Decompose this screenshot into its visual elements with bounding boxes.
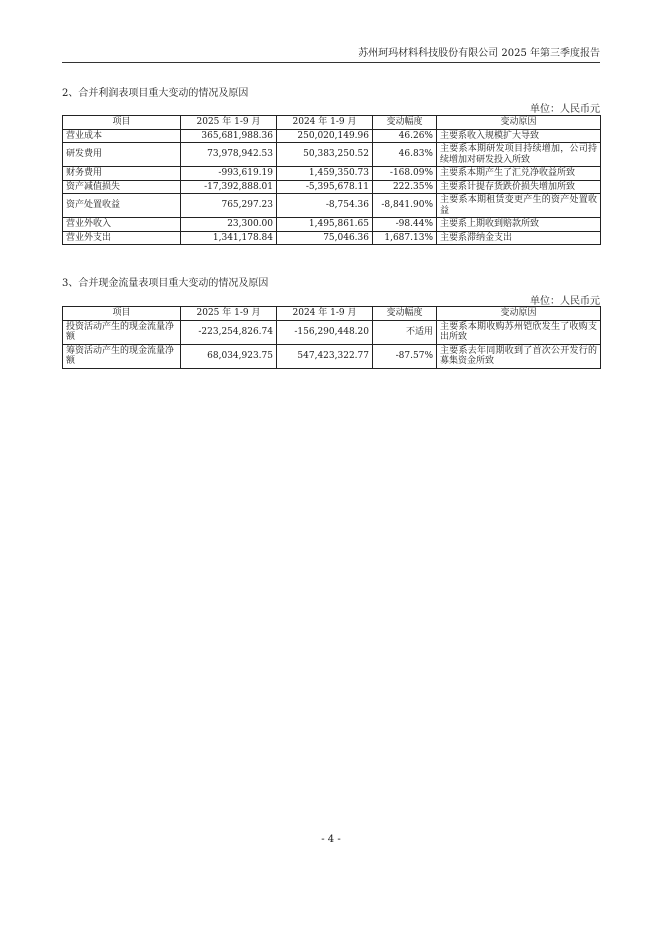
table-row (63, 180, 601, 194)
row-current-value-cell: -993,619.19 (181, 167, 277, 181)
row-prior-value-cell: 50,383,250.52 (277, 143, 373, 167)
column-header: 2024 年 1-9 月 (277, 307, 373, 321)
column-header: 变动原因 (437, 307, 601, 321)
income-unit: 单位：人民币元 (530, 104, 600, 115)
row-item-cell: 投资活动产生的现金流量净额 (63, 320, 181, 344)
table-header-row (63, 307, 601, 321)
table-header-row (63, 116, 601, 130)
row-change-cell: -98.44% (373, 218, 437, 232)
page-number: - 4 - (321, 834, 341, 845)
row-current-value-cell: 73,978,942.53 (181, 143, 277, 167)
column-header: 项目 (63, 116, 181, 130)
row-prior-value-cell: 1,459,350.73 (277, 167, 373, 181)
row-current-value-cell: 1,341,178.84 (181, 231, 277, 245)
row-reason-cell: 主要系滞纳金支出 (437, 231, 601, 245)
table-row (63, 344, 601, 368)
table-row (63, 129, 601, 143)
row-item-cell: 资产减值损失 (63, 180, 181, 194)
table-row (63, 320, 601, 344)
row-item-cell: 营业外支出 (63, 231, 181, 245)
row-change-cell: 不适用 (373, 320, 437, 344)
cashflow-unit: 单位：人民币元 (530, 296, 600, 307)
column-header: 项目 (63, 307, 181, 321)
row-prior-value-cell: -5,395,678.11 (277, 180, 373, 194)
table-row (63, 194, 601, 218)
row-reason-cell: 主要系本期研发项目持续增加，公司持续增加对研发投入所致 (437, 143, 601, 167)
row-reason-cell: 主要系收入规模扩大导致 (437, 129, 601, 143)
row-change-cell: 46.83% (373, 143, 437, 167)
row-item-cell: 资产处置收益 (63, 194, 181, 218)
column-header: 变动幅度 (373, 307, 437, 321)
row-prior-value-cell: 75,046.36 (277, 231, 373, 245)
row-change-cell: 1,687.13% (373, 231, 437, 245)
row-current-value-cell: 68,034,923.75 (181, 344, 277, 368)
row-current-value-cell: 365,681,988.36 (181, 129, 277, 143)
row-item-cell: 筹资活动产生的现金流量净额 (63, 344, 181, 368)
cashflow-section-title: 3、合并现金流量表项目重大变动的情况及原因 (62, 278, 269, 289)
row-prior-value-cell: 250,020,149.96 (277, 129, 373, 143)
column-header: 变动原因 (437, 116, 601, 130)
column-header: 2025 年 1-9 月 (181, 116, 277, 130)
row-item-cell: 财务费用 (63, 167, 181, 181)
row-change-cell: -8,841.90% (373, 194, 437, 218)
row-current-value-cell: 23,300.00 (181, 218, 277, 232)
row-current-value-cell: -17,392,888.01 (181, 180, 277, 194)
income-table (62, 115, 601, 245)
column-header: 2024 年 1-9 月 (277, 116, 373, 130)
row-prior-value-cell: -8,754.36 (277, 194, 373, 218)
row-item-cell: 营业外收入 (63, 218, 181, 232)
row-change-cell: -168.09% (373, 167, 437, 181)
row-change-cell: 46.26% (373, 129, 437, 143)
row-reason-cell: 主要系本期收购苏州铠欣发生了收购支出所致 (437, 320, 601, 344)
row-change-cell: 222.35% (373, 180, 437, 194)
cashflow-table (62, 306, 601, 369)
table-row (63, 167, 601, 181)
row-reason-cell: 主要系本期产生了汇兑净收益所致 (437, 167, 601, 181)
row-item-cell: 研发费用 (63, 143, 181, 167)
column-header: 2025 年 1-9 月 (181, 307, 277, 321)
income-section-title: 2、合并利润表项目重大变动的情况及原因 (62, 88, 249, 99)
column-header: 变动幅度 (373, 116, 437, 130)
row-prior-value-cell: -156,290,448.20 (277, 320, 373, 344)
row-prior-value-cell: 547,423,322.77 (277, 344, 373, 368)
table-row (63, 231, 601, 245)
row-reason-cell: 主要系上期收到赔款所致 (437, 218, 601, 232)
header-rule (62, 62, 600, 63)
row-current-value-cell: 765,297.23 (181, 194, 277, 218)
row-prior-value-cell: 1,495,861.65 (277, 218, 373, 232)
row-reason-cell: 主要系本期租赁变更产生的资产处置收益 (437, 194, 601, 218)
row-reason-cell: 主要系计提存货跌价损失增加所致 (437, 180, 601, 194)
page-header: 苏州珂玛材料科技股份有限公司 2025 年第三季度报告 (358, 48, 600, 59)
row-change-cell: -87.57% (373, 344, 437, 368)
table-row (63, 143, 601, 167)
table-row (63, 218, 601, 232)
row-reason-cell: 主要系去年同期收到了首次公开发行的募集资金所致 (437, 344, 601, 368)
row-current-value-cell: -223,254,826.74 (181, 320, 277, 344)
row-item-cell: 营业成本 (63, 129, 181, 143)
